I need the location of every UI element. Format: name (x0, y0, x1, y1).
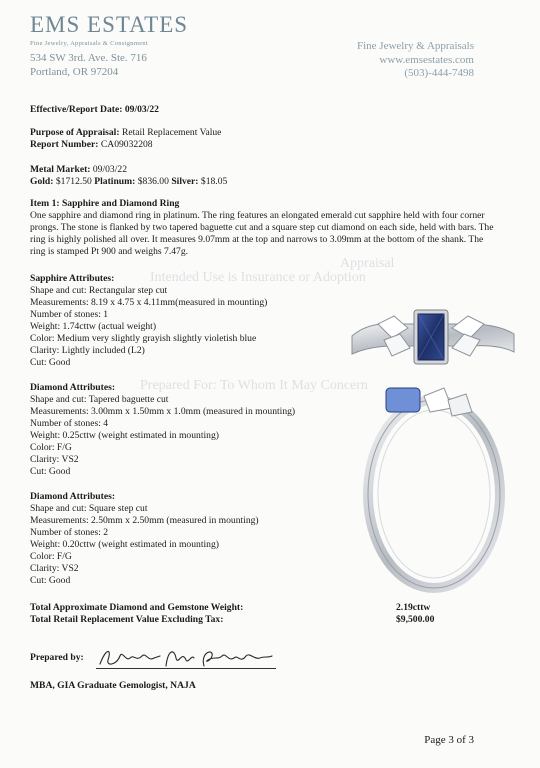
item-description: One sapphire and diamond ring in platinum. The ring features an elongated emerald cut sapphire held with four corner prongs. The stone is flanked by two tapered baguette cut and a square step cut diamond on each side, held with bars. The ring is highly polished all over. It measures 9.07mm at the top and narrows to 3.09mm at the bottom of the shank. The ring is stamped Pt 900 and weighs 7.47g. (30, 210, 494, 257)
diamond-heading-1: Diamond Attributes: (30, 382, 116, 393)
address-line-2: Portland, OR 97204 (30, 66, 119, 78)
attr-line: Weight: 0.20cttw (weight estimated in mounting) (30, 539, 219, 550)
company-logo: EMS ESTATES (30, 12, 189, 37)
purpose (30, 127, 221, 139)
diamond-heading-2: Diamond Attributes: (30, 491, 116, 502)
report-number-label: Report Number: (30, 139, 99, 150)
platinum-value: $836.00 (137, 176, 169, 187)
ghost-text-1: Appraisal (340, 256, 395, 271)
attr-line: Clarity: VS2 (30, 563, 79, 574)
attr-line: Shape and cut: Tapered baguette cut (30, 394, 169, 405)
silver-label: Silver: (171, 176, 199, 187)
company-tagline: Fine Jewelry, Appraisals & Consignment (30, 40, 149, 47)
header-website: www.emsestates.com (379, 54, 474, 66)
purpose-label: Purpose of Appraisal: (30, 127, 120, 138)
header-services: Fine Jewelry & Appraisals (356, 40, 474, 52)
purpose-value: Retail Replacement Value (121, 127, 222, 138)
attr-line: Color: Medium very slightly grayish slightly violetish blue (30, 333, 257, 344)
metal-prices (30, 176, 227, 188)
attr-line: Weight: 0.25cttw (weight estimated in mounting) (30, 430, 219, 441)
total-value-value: $9,500.00 (396, 614, 435, 625)
attr-line: Number of stones: 1 (30, 309, 109, 320)
page-number: Page 3 of 3 (424, 734, 474, 746)
effective-date (30, 104, 159, 116)
attr-line: Cut: Good (30, 466, 71, 477)
ghost-text-2: Intended Use is Insurance or Adoption (150, 270, 366, 285)
attr-line: Measurements: 3.00mm x 1.50mm x 1.0mm (measured in mounting) (30, 406, 296, 417)
header-phone: (503)-444-7498 (404, 67, 474, 79)
report-number (30, 139, 153, 151)
ring-photo (348, 262, 518, 612)
attr-line: Weight: 1.74cttw (actual weight) (30, 321, 157, 332)
gold-label: Gold: (30, 176, 54, 187)
signature-line (96, 668, 276, 669)
attr-line: Color: F/G (30, 442, 72, 453)
metal-market-label: Metal Market: (30, 164, 91, 175)
metal-market (30, 164, 127, 176)
credentials: MBA, GIA Graduate Gemologist, NAJA (30, 680, 196, 691)
effective-date-label: Effective/Report Date: (30, 104, 123, 115)
attr-line: Measurements: 8.19 x 4.75 x 4.11mm(measured in mounting) (30, 297, 268, 308)
platinum-label: Platinum: (94, 176, 136, 187)
address-line-1: 534 SW 3rd. Ave. Ste. 716 (30, 52, 147, 64)
attr-line: Number of stones: 4 (30, 418, 109, 429)
total-weight-label: Total Approximate Diamond and Gemstone Weight: (30, 602, 244, 613)
metal-market-value: 09/03/22 (92, 164, 127, 175)
attr-line: Number of stones: 2 (30, 527, 109, 538)
item-title: Item 1: Sapphire and Diamond Ring (30, 198, 180, 209)
total-weight-value: 2.19cttw (396, 602, 431, 613)
silver-value: $18.05 (200, 176, 228, 187)
attr-line: Cut: Good (30, 575, 71, 586)
total-value-label: Total Retail Replacement Value Excluding Tax: (30, 614, 224, 625)
ghost-text-3: Prepared For: To Whom It May Concern (140, 378, 368, 393)
gold-value: $1712.50 (55, 176, 92, 187)
attr-line: Color: F/G (30, 551, 72, 562)
attr-line: Shape and cut: Square step cut (30, 503, 148, 514)
attr-line: Clarity: Lightly included (L2) (30, 345, 145, 356)
attr-line: Shape and cut: Rectangular step cut (30, 285, 168, 296)
report-number-value: CA09032208 (100, 139, 153, 150)
prepared-by-label: Prepared by: (30, 652, 84, 663)
effective-date-value: 09/03/22 (124, 104, 159, 115)
attr-line: Measurements: 2.50mm x 2.50mm (measured in mounting) (30, 515, 259, 526)
sapphire-heading: Sapphire Attributes: (30, 273, 115, 284)
attr-line: Clarity: VS2 (30, 454, 79, 465)
attr-line: Cut: Good (30, 357, 71, 368)
